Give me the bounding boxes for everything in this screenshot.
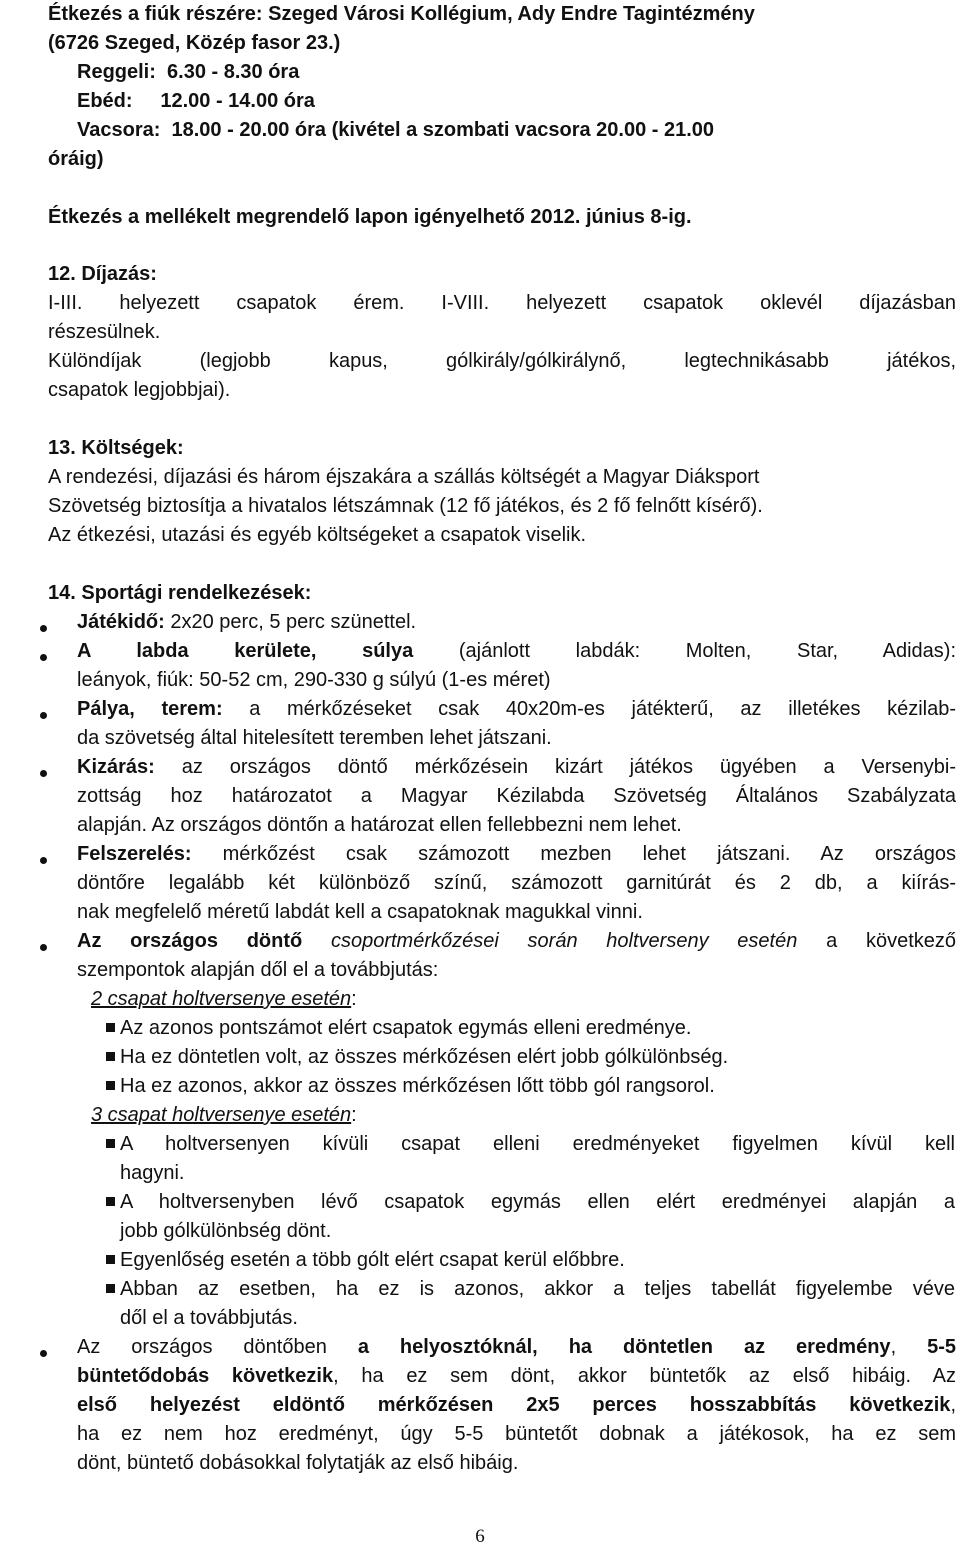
meals-order: Étkezés a mellékelt megrendelő lapon igényelhető 2012. június 8-ig. <box>48 206 692 228</box>
square-bullet-icon <box>106 1023 115 1032</box>
rule-exclusion: Kizárás: az országos döntő mérkőzésein kizárt játékos ügyében a Versenybi- <box>77 756 956 778</box>
rule-placement-line5: dönt, büntető dobásokkal folytatják az első hibáig. <box>77 1452 519 1474</box>
section-13-line1: A rendezési, díjazási és három éjszakára a szállás költségét a Magyar Diáksport <box>48 466 760 488</box>
square-bullet-icon <box>106 1081 115 1090</box>
rule-placement-line4: ha ez nem hoz eredményt, úgy 5-5 büntetőt dobnak a játékosok, ha ez sem <box>77 1423 956 1445</box>
rule-court-line2: da szövetség által hitelesített teremben lehet játszani. <box>77 727 552 749</box>
square-bullet-icon <box>106 1197 115 1206</box>
rule-ball-line2: leányok, fiúk: 50-52 cm, 290-330 g súlyú (1-es méret) <box>77 669 551 691</box>
section-13-line2: Szövetség biztosítja a hivatalos létszámnak (12 fő játékos, és 2 fő felnőtt kísérő). <box>48 495 763 517</box>
meals-dinner: Vacsora: 18.00 - 20.00 óra (kivétel a szombati vacsora 20.00 - 21.00 <box>77 119 715 141</box>
rule-tiebreak-line2: szempontok alapján dől el a továbbjutás: <box>77 959 439 981</box>
rule-exclusion-line2: zottság hoz határozatot a Magyar Kézilabda Szövetség Általános Szabályzata <box>77 785 956 807</box>
page-number: 6 <box>475 1526 485 1547</box>
rule-placement-line3: első helyezést eldöntő mérkőzésen 2x5 perces hosszabbítás következik, <box>77 1394 956 1416</box>
section-12-line1: I-III. helyezett csapatok érem. I-VIII. helyezett csapatok oklevél díjazásban <box>48 292 956 314</box>
bullet-icon <box>40 770 47 777</box>
rule-tiebreak: Az országos döntő csoportmérkőzései során holtverseny esetén a következő <box>77 930 956 952</box>
bullet-icon <box>40 1350 47 1357</box>
rule-equipment: Felszerelés: mérkőzést csak számozott mezben lehet játszani. Az országos <box>77 843 956 865</box>
tie3-item-1-line2: hagyni. <box>120 1162 185 1184</box>
square-bullet-icon <box>106 1139 115 1148</box>
rule-equipment-line3: nak megfelelő méretű labdát kell a csapatoknak magukkal vinni. <box>77 901 643 923</box>
bullet-icon <box>40 857 47 864</box>
square-bullet-icon <box>106 1255 115 1264</box>
rule-placement: Az országos döntőben a helyosztóknál, ha döntetlen az eredmény, 5-5 <box>77 1336 956 1358</box>
tie3-item-3: Egyenlőség esetén a több gólt elért csapat kerül előbbre. <box>120 1249 625 1271</box>
rule-placement-line2: büntetődobás következik, ha ez sem dönt, akkor büntetők az első hibáig. Az <box>77 1365 956 1387</box>
section-13-heading: 13. Költségek: <box>48 437 184 459</box>
tie2-item-1: Az azonos pontszámot elért csapatok egymás elleni eredménye. <box>120 1017 692 1039</box>
tie3-item-1: A holtversenyen kívüli csapat elleni eredményeket figyelmen kívül kell <box>120 1133 955 1155</box>
tie3-item-4-line2: dől el a továbbjutás. <box>120 1307 298 1329</box>
meals-breakfast: Reggeli: 6.30 - 8.30 óra <box>77 61 300 83</box>
tie3-item-2-line2: jobb gólkülönbség dönt. <box>120 1220 332 1242</box>
meals-dinner-cont: óráig) <box>48 148 104 170</box>
rule-exclusion-line3: alapján. Az országos döntőn a határozat ellen fellebbezni nem lehet. <box>77 814 682 836</box>
bullet-icon <box>40 654 47 661</box>
section-12-line4: csapatok legjobbjai). <box>48 379 231 401</box>
square-bullet-icon <box>106 1052 115 1061</box>
section-12-heading: 12. Díjazás: <box>48 263 157 285</box>
section-13-line3: Az étkezési, utazási és egyéb költségeket a csapatok viselik. <box>48 524 587 546</box>
section-14-heading: 14. Sportági rendelkezések: <box>48 582 312 604</box>
rule-equipment-line2: döntőre legalább két különböző színű, számozott garnitúrát és 2 db, a kiírás- <box>77 872 956 894</box>
section-12-line2: részesülnek. <box>48 321 161 343</box>
meals-heading-line1: Étkezés a fiúk részére: Szeged Városi Kollégium, Ady Endre Tagintézmény <box>48 3 755 25</box>
square-bullet-icon <box>106 1284 115 1293</box>
tie3-item-4: Abban az esetben, ha ez is azonos, akkor a teljes tabellát figyelembe véve <box>120 1278 955 1300</box>
tie2-item-2: Ha ez döntetlen volt, az összes mérkőzésen elért jobb gólkülönbség. <box>120 1046 729 1068</box>
section-12-line3: Különdíjak (legjobb kapus, gólkirály/gólkirálynő, legtechnikásabb játékos, <box>48 350 956 372</box>
meals-heading-line2: (6726 Szeged, Közép fasor 23.) <box>48 32 341 54</box>
tie2-item-3: Ha ez azonos, akkor az összes mérkőzésen lőtt több gól rangsorol. <box>120 1075 715 1097</box>
meals-lunch: Ebéd: 12.00 - 14.00 óra <box>77 90 315 112</box>
tie3-heading: 3 csapat holtversenye esetén: <box>91 1104 357 1126</box>
rule-ball: A labda kerülete, súlya (ajánlott labdák: Molten, Star, Adidas): <box>77 640 956 662</box>
bullet-icon <box>40 944 47 951</box>
bullet-icon <box>40 625 47 632</box>
tie3-item-2: A holtversenyben lévő csapatok egymás ellen elért eredményei alapján a <box>120 1191 955 1213</box>
bullet-icon <box>40 712 47 719</box>
rule-playtime: Játékidő: 2x20 perc, 5 perc szünettel. <box>77 611 417 633</box>
tie2-heading: 2 csapat holtversenye esetén: <box>91 988 357 1010</box>
rule-court: Pálya, terem: a mérkőzéseket csak 40x20m-es játékterű, az illetékes kézilab- <box>77 698 957 720</box>
